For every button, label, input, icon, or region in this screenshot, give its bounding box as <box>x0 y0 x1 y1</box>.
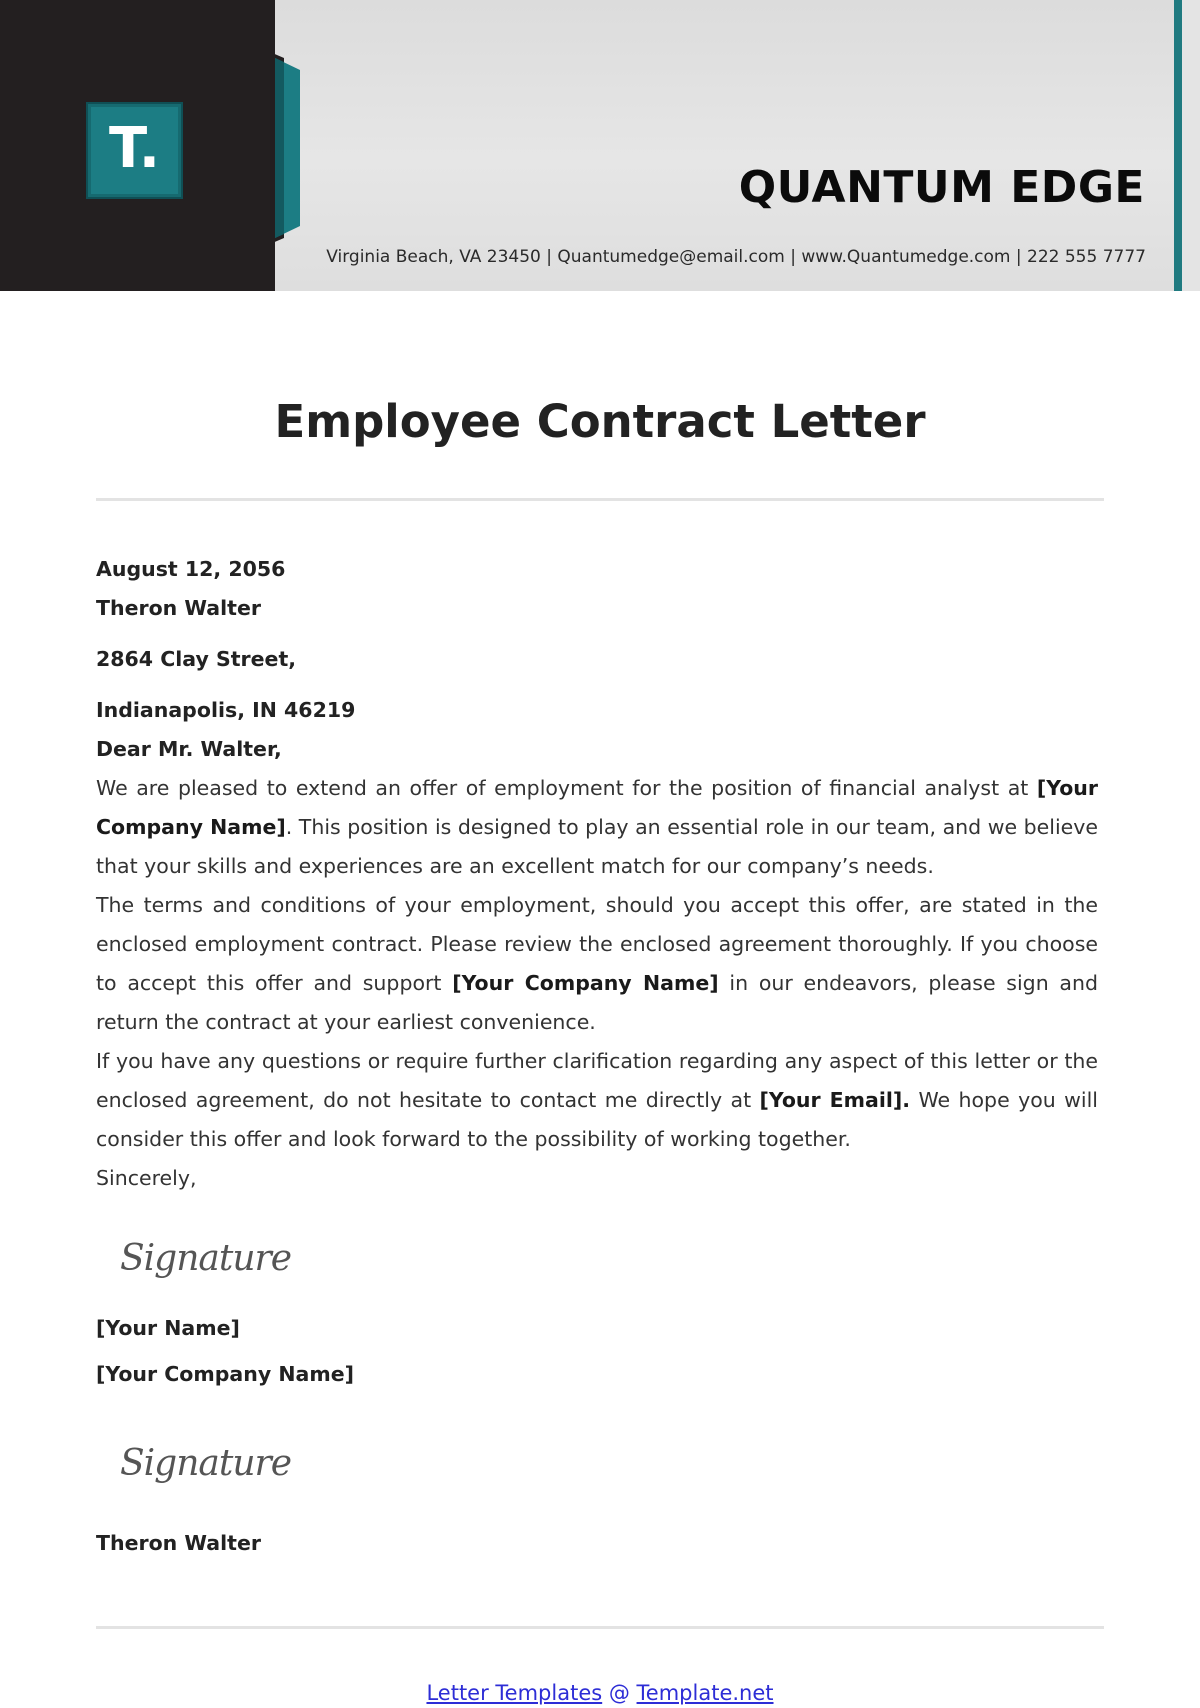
paragraph-offer-company: [Your Company Name] <box>96 776 1098 839</box>
title-divider <box>96 498 1104 501</box>
paragraph-contact-text-2: We hope you will consider this offer and look forward to the possibility of working together. <box>96 1088 1098 1151</box>
letter-templates-link[interactable]: Letter Templates <box>426 1681 603 1705</box>
recipient-name: Theron Walter <box>96 596 261 620</box>
logo-letter: T. <box>109 115 160 181</box>
paragraph-terms-text-2: in our endeavors, please sign and return the contract at your earliest convenience. <box>96 971 1098 1034</box>
company-logo <box>86 102 183 199</box>
recipient-address-line2: Indianapolis, IN 46219 <box>96 698 356 722</box>
paragraph-terms-company: [Your Company Name] <box>452 971 719 995</box>
closing: Sincerely, <box>96 1166 197 1190</box>
footer-attribution <box>0 1678 1200 1708</box>
template-net-link[interactable]: Template.net <box>636 1681 774 1705</box>
document-title: Employee Contract Letter <box>274 395 926 448</box>
sender-signature: Signature <box>120 1238 292 1279</box>
paragraph-contact-text-1: If you have any questions or require further clarification regarding any aspect of this letter or the enclosed agreement, do not hesitate to contact me directly at <box>96 1049 1098 1112</box>
company-name: QUANTUM EDGE <box>738 162 1145 213</box>
paragraph-offer <box>96 769 1098 886</box>
paragraph-offer-text-1: We are pleased to extend an offer of employment for the position of financial analyst at <box>96 776 1037 800</box>
sender-name: [Your Name] <box>96 1316 240 1340</box>
footer-divider <box>96 1626 1104 1629</box>
company-contact-line: Virginia Beach, VA 23450 | Quantumedge@email.com | www.Quantumedge.com | 222 555 7777 <box>326 247 1146 267</box>
letter-body <box>96 550 1098 1563</box>
recipient-address-line1: 2864 Clay Street, <box>96 647 297 671</box>
letterhead-right-edge <box>1182 0 1200 291</box>
letterhead <box>0 0 1200 291</box>
employee-signature: Signature <box>120 1443 292 1484</box>
paragraph-terms-text-1: The terms and conditions of your employment, should you accept this offer, are stated in the enclosed employment contract. Please review the enclosed agreement thoroughly. If you choose to accept this offer and support <box>96 893 1098 995</box>
paragraph-terms <box>96 886 1098 1042</box>
paragraph-offer-text-2: . This position is designed to play an essential role in our team, and we believe that your skills and experiences are an excellent match for our company’s needs. <box>96 815 1099 878</box>
letter-date: August 12, 2056 <box>96 557 286 581</box>
letterhead-accent-notch <box>270 52 300 244</box>
paragraph-contact-email: [Your Email]. <box>759 1088 911 1112</box>
letterhead-right-accent <box>1174 0 1182 291</box>
sender-company: [Your Company Name] <box>96 1362 354 1386</box>
footer-separator: @ <box>602 1681 637 1705</box>
paragraph-contact <box>96 1042 1098 1159</box>
employee-name: Theron Walter <box>96 1531 261 1555</box>
salutation: Dear Mr. Walter, <box>96 737 282 761</box>
